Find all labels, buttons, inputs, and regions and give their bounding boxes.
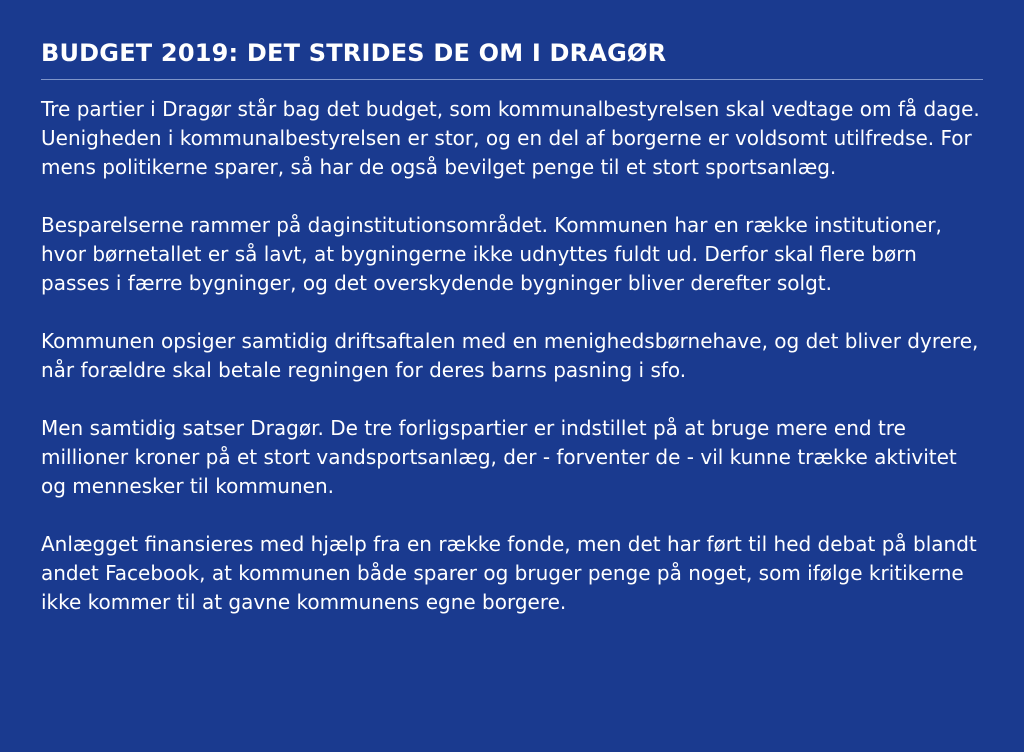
article-paragraph-1: Tre partier i Dragør står bag det budget, som kommunalbestyrelsen skal vedtage om få dage. Uenigheden i kommunalbestyrelsen er stor, og en del af borgerne er voldsomt utilfredse. For mens politikerne sparer, så har de også bevilget penge til et stort sportsanlæg. [41, 97, 980, 179]
article-paragraph-5: Anlægget finansieres med hjælp fra en række fonde, men det har ført til hed debat på blandt andet Facebook, at kommunen både sparer og bruger penge på noget, som ifølge kritikerne ikke kommer til at gavne kommunens egne borgere. [41, 532, 977, 614]
article-paragraph-3: Kommunen opsiger samtidig driftsaftalen med en menighedsbørnehave, og det bliver dyrere, når forældre skal betale regningen for deres barns pasning i sfo. [41, 329, 979, 382]
article-body [41, 95, 983, 617]
headline-divider [41, 79, 983, 80]
article-headline: BUDGET 2019: DET STRIDES DE OM I DRAGØR [41, 39, 667, 67]
article-paragraph-2: Besparelserne rammer på daginstitutionsområdet. Kommunen har en række institutioner, hvor børnetallet er så lavt, at bygningerne ikke udnyttes fuldt ud. Derfor skal flere børn passes i færre bygninger, og det overskydende bygninger bliver derefter solgt. [41, 213, 942, 295]
article-paragraph-4: Men samtidig satser Dragør. De tre forligspartier er indstillet på at bruge mere end tre millioner kroner på et stort vandsportsanlæg, der - forventer de - vil kunne trække aktivitet og mennesker til kommunen. [41, 416, 957, 498]
